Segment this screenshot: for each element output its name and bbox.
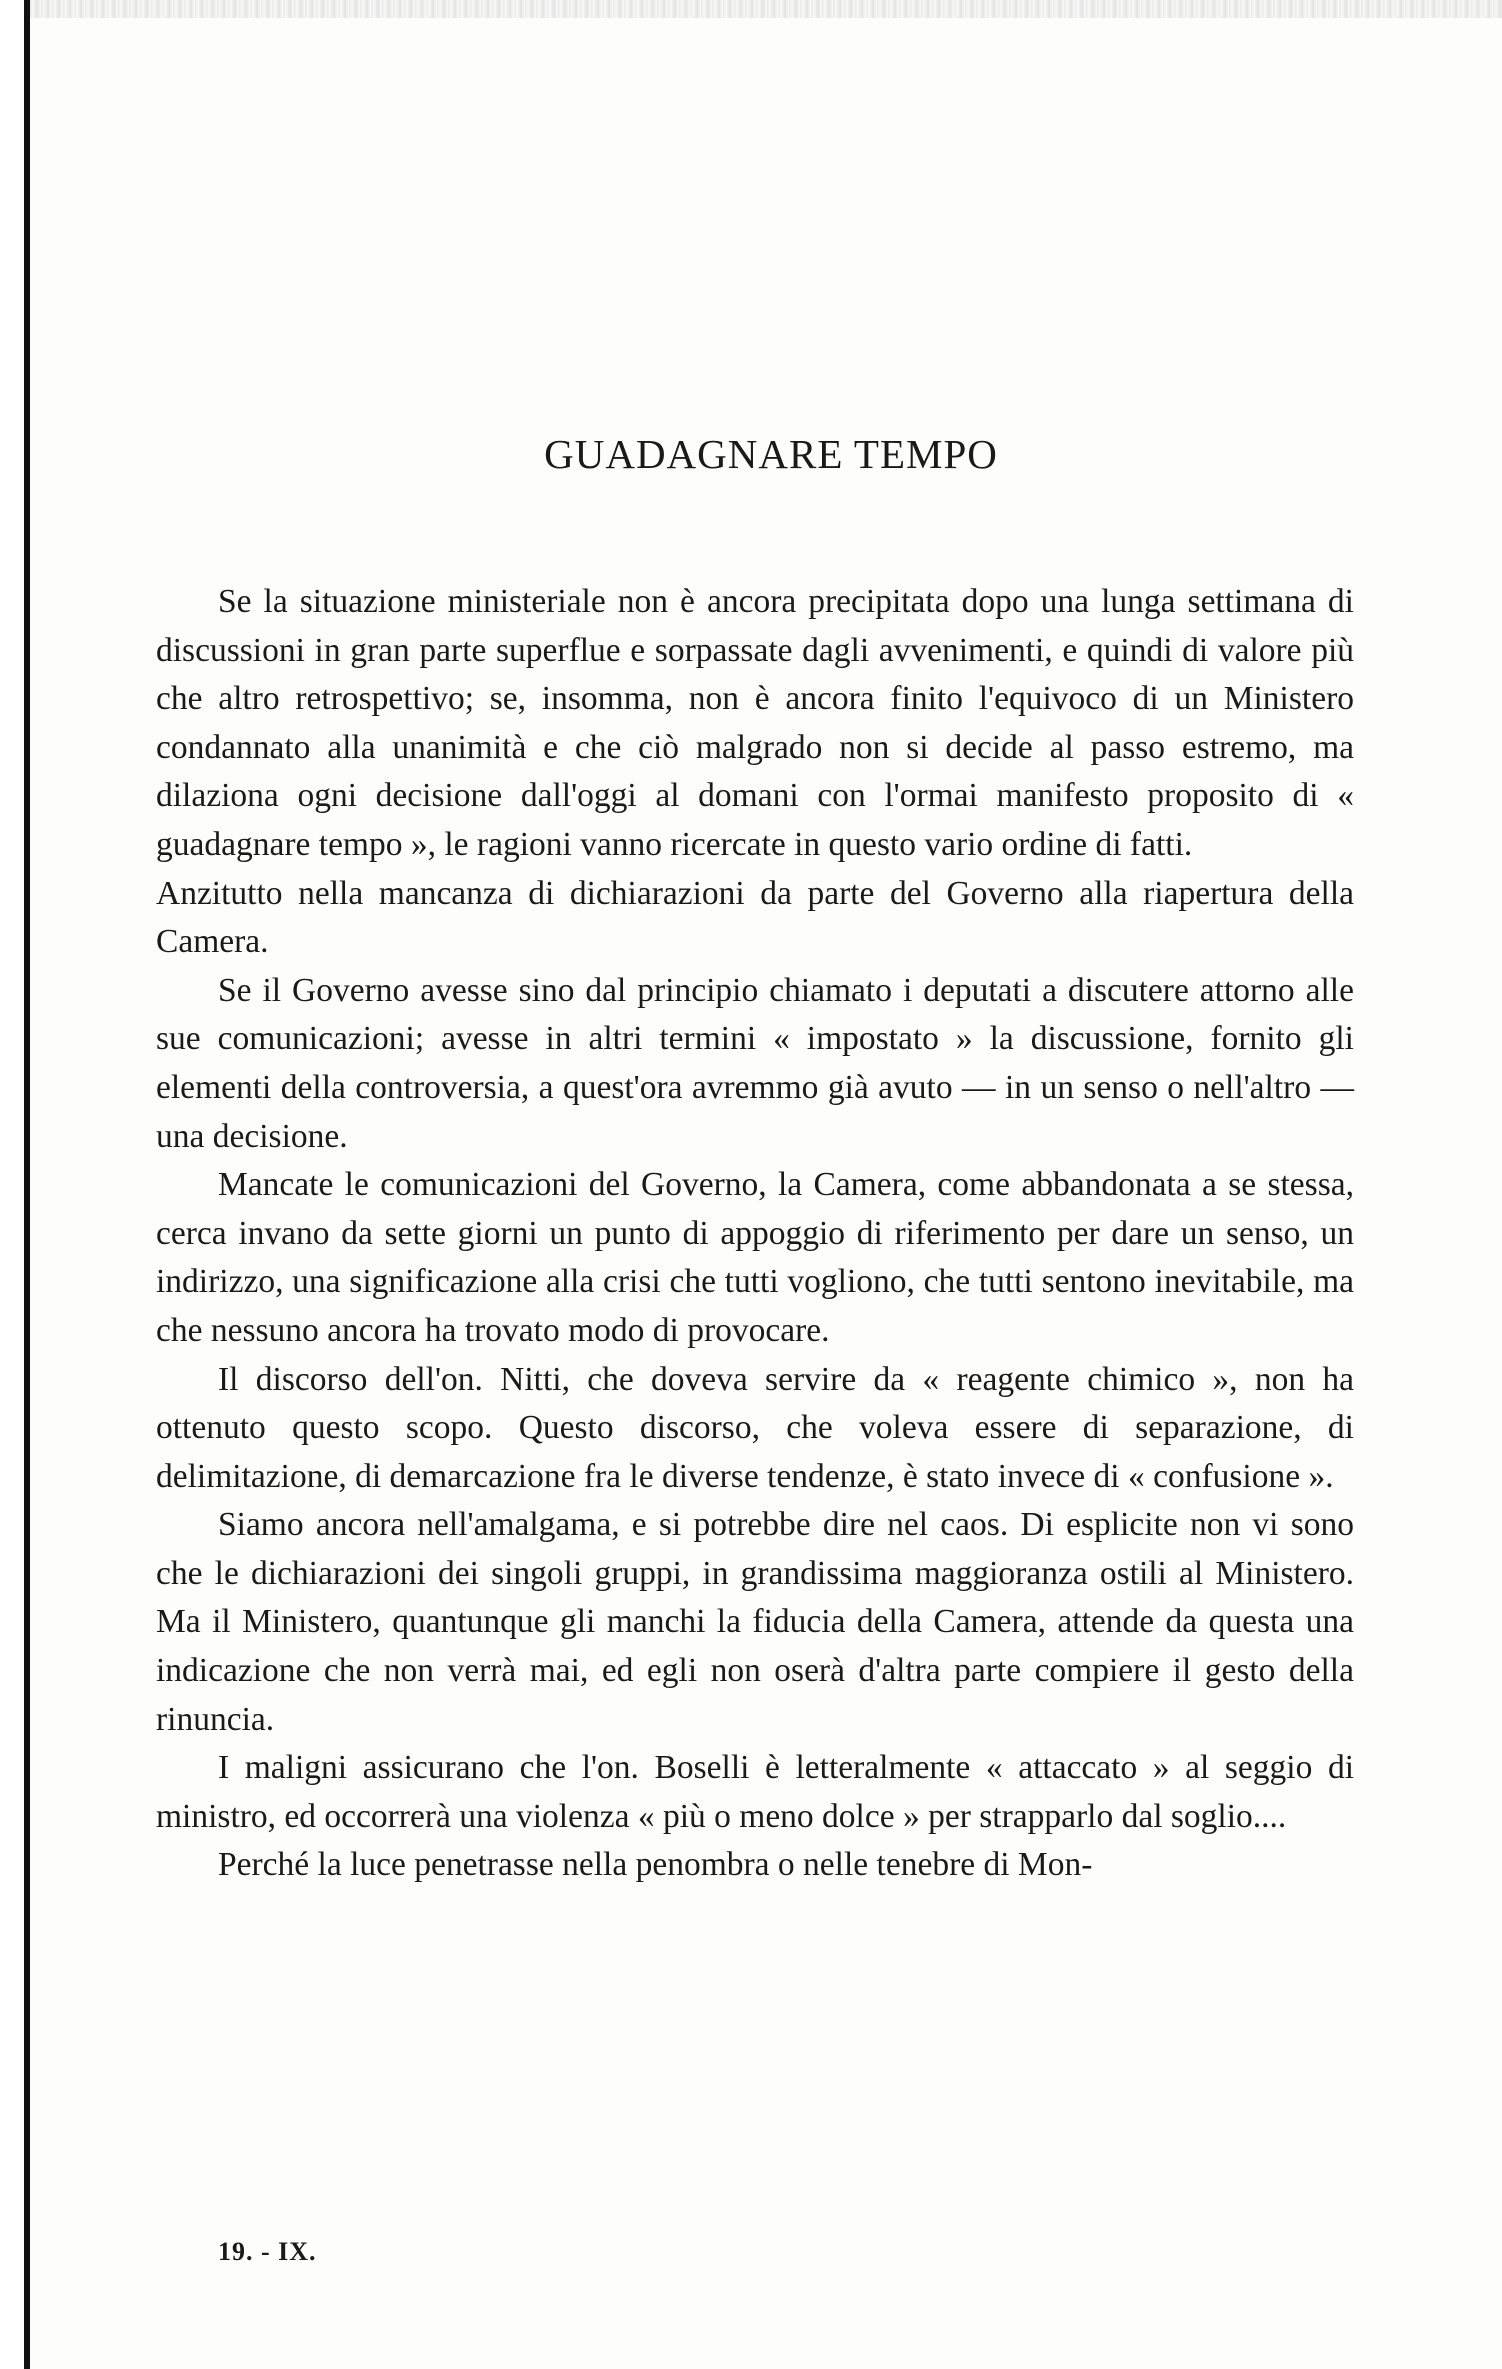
signature-mark: 19. - IX.	[218, 2237, 317, 2266]
scan-top-edge	[30, 0, 1502, 18]
paragraph-2: Anzitutto nella mancanza di dichiarazioni da parte del Governo alla riapertura della Camera.	[156, 874, 1354, 961]
paragraph-6: Siamo ancora nell'amalgama, e si potrebbe dire nel caos. Di esplicite non vi sono che le dichiarazioni dei singoli gruppi, in grandissima maggioranza ostili al Ministero. Ma il Ministero, quantunque gli manchi la fiducia della Camera, attende da questa una indicazione che non verrà mai, ed egli non oserà d'altra parte compiere il gesto della rinuncia.	[156, 1506, 1354, 1738]
article-body	[156, 578, 1354, 1890]
paragraph-7: I maligni assicurano che l'on. Boselli è letteralmente « attaccato » al seggio di ministro, ed occorrerà una violenza « più o meno dolce » per strapparlo dal soglio....	[156, 1749, 1354, 1835]
paragraph-4: Mancate le comunicazioni del Governo, la Camera, come abbandonata a se stessa, cerca invano da sette giorni un punto di appoggio di riferimento per dare un senso, un indirizzo, una significazione alla crisi che tutti vogliono, che tutti sentono inevitabile, ma che nessuno ancora ha trovato modo di provocare.	[156, 1166, 1354, 1349]
binding-edge	[0, 0, 30, 2369]
paragraph-1: Se la situazione ministeriale non è ancora precipitata dopo una lunga settimana di discussioni in gran parte superflue e sorpassate dagli avvenimenti, e quindi di valore più che altro retrospettivo; se, insomma, non è ancora finito l'equivoco di un Ministero condannato alla unanimità e che ciò malgrado non si decide al passo estremo, ma dilaziona ogni decisione dall'oggi al domani con l'ormai manifesto proposito di « guadagnare tempo », le ragioni vanno ricercate in questo vario ordine di fatti.	[156, 583, 1354, 863]
paragraph-5: Il discorso dell'on. Nitti, che doveva servire da « reagente chimico », non ha ottenuto questo scopo. Questo discorso, che voleva essere di separazione, di delimitazione, di demarcazione fra le diverse tendenze, è stato invece di « confusione ».	[156, 1360, 1354, 1495]
page-title: GUADAGNARE TEMPO	[544, 431, 998, 477]
paragraph-8: Perché la luce penetrasse nella penombra o nelle tenebre di Mon-	[218, 1846, 1093, 1884]
paragraph-3: Se il Governo avesse sino dal principio chiamato i deputati a discutere attorno alle sue comunicazioni; avesse in altri termini « impostato » la discussione, fornito gli elementi della controversia, a quest'ora avremmo già avuto — in un senso o nell'altro — una decisione.	[156, 971, 1354, 1155]
